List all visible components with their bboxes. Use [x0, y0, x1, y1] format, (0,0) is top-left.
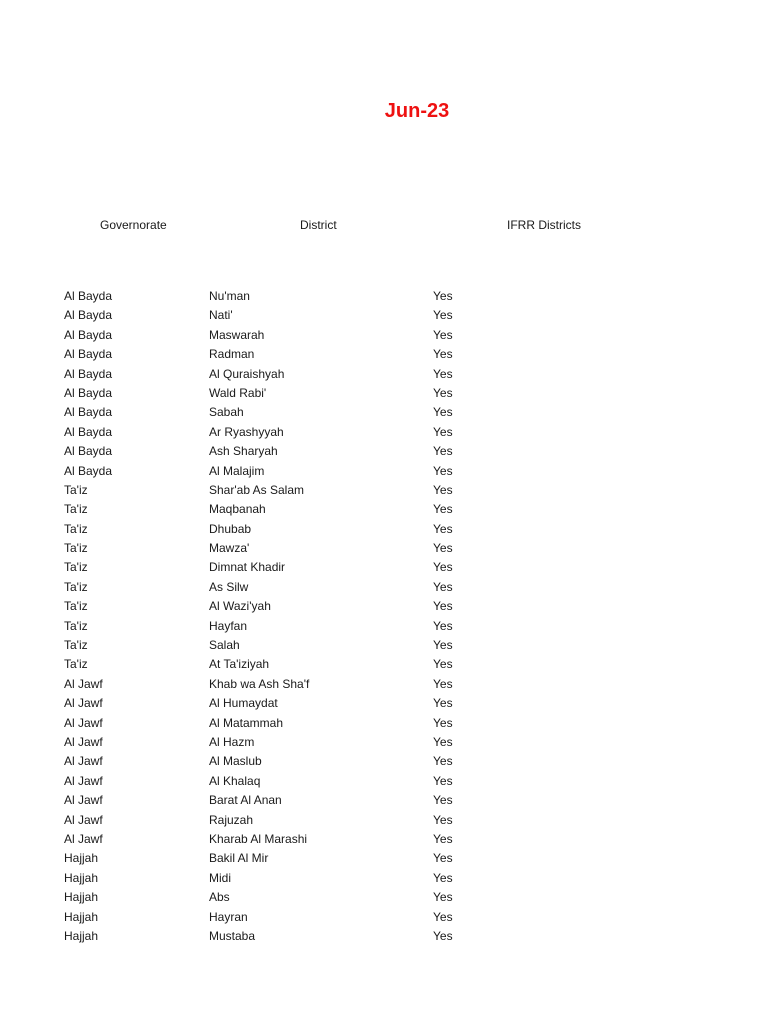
district-cell: Abs	[209, 890, 230, 905]
table-row	[0, 365, 768, 384]
district-cell: Dhubab	[209, 521, 252, 536]
ifrr-cell: Yes	[433, 560, 453, 575]
ifrr-cell: Yes	[433, 773, 453, 788]
table-row	[0, 888, 768, 907]
governorate-cell: Al Bayda	[64, 405, 113, 420]
district-cell: Wald Rabi'	[209, 385, 267, 400]
table-row	[0, 423, 768, 442]
governorate-cell: Ta'iz	[64, 638, 88, 653]
header-district: District	[300, 218, 337, 232]
ifrr-cell: Yes	[433, 579, 453, 594]
ifrr-cell: Yes	[433, 521, 453, 536]
table-row	[0, 287, 768, 306]
district-cell: Al Quraishyah	[209, 366, 285, 381]
ifrr-cell: Yes	[433, 909, 453, 924]
ifrr-cell: Yes	[433, 385, 453, 400]
governorate-cell: Ta'iz	[64, 482, 88, 497]
district-cell: Al Maslub	[209, 754, 262, 769]
district-cell: Maqbanah	[209, 502, 266, 517]
table-row	[0, 830, 768, 849]
ifrr-cell: Yes	[433, 463, 453, 478]
district-cell: Khab wa Ash Sha'f	[209, 676, 310, 691]
district-cell: Nu'man	[209, 289, 250, 303]
ifrr-cell: Yes	[433, 444, 453, 459]
table-row	[0, 384, 768, 403]
district-cell: Al Matammah	[209, 715, 284, 730]
governorate-cell: Ta'iz	[64, 579, 88, 594]
table-row	[0, 500, 768, 519]
district-cell: Dimnat Khadir	[209, 560, 286, 575]
district-cell: Mustaba	[209, 928, 256, 943]
ifrr-cell: Yes	[433, 541, 453, 556]
table-row	[0, 306, 768, 325]
table-row	[0, 578, 768, 597]
district-cell: As Silw	[209, 579, 249, 594]
ifrr-cell: Yes	[433, 734, 453, 749]
ifrr-cell: Yes	[433, 870, 453, 885]
governorate-cell: Hajjah	[64, 851, 99, 866]
district-cell: Rajuzah	[209, 812, 254, 827]
header-ifrr-districts: IFRR Districts	[507, 218, 581, 232]
district-cell: Hayran	[209, 909, 248, 924]
ifrr-cell: Yes	[433, 928, 453, 943]
district-cell: Sabah	[209, 405, 244, 420]
governorate-cell: Al Jawf	[64, 812, 103, 827]
ifrr-cell: Yes	[433, 657, 453, 672]
ifrr-cell: Yes	[433, 502, 453, 517]
governorate-cell: Al Jawf	[64, 734, 103, 749]
district-cell: Mawza'	[209, 541, 250, 556]
governorate-cell: Ta'iz	[64, 560, 88, 575]
district-cell: Barat Al Anan	[209, 793, 282, 808]
ifrr-cell: Yes	[433, 851, 453, 866]
governorate-cell: Al Jawf	[64, 773, 103, 788]
table-row	[0, 520, 768, 539]
table-row	[0, 714, 768, 733]
table-row	[0, 539, 768, 558]
table-row	[0, 655, 768, 674]
table-row	[0, 772, 768, 791]
page-title: Jun-23	[384, 100, 450, 122]
district-cell: Al Malajim	[209, 463, 265, 478]
district-cell: Ash Sharyah	[209, 444, 278, 459]
ifrr-cell: Yes	[433, 347, 453, 362]
table-row	[0, 791, 768, 810]
governorate-cell: Al Jawf	[64, 754, 103, 769]
governorate-cell: Al Bayda	[64, 289, 113, 303]
table-row	[0, 849, 768, 868]
ifrr-cell: Yes	[433, 308, 453, 323]
table-row	[0, 442, 768, 461]
table-row	[0, 694, 768, 713]
table-row	[0, 636, 768, 655]
district-table	[0, 287, 768, 946]
ifrr-cell: Yes	[433, 715, 453, 730]
district-cell: Kharab Al Marashi	[209, 831, 308, 846]
ifrr-cell: Yes	[433, 327, 453, 342]
governorate-cell: Ta'iz	[64, 657, 88, 672]
table-row	[0, 345, 768, 364]
table-row	[0, 675, 768, 694]
governorate-cell: Hajjah	[64, 890, 99, 905]
table-row	[0, 811, 768, 830]
ifrr-cell: Yes	[433, 890, 453, 905]
governorate-cell: Hajjah	[64, 870, 99, 885]
table-row	[0, 462, 768, 481]
district-cell: Al Wazi'yah	[209, 599, 271, 614]
ifrr-cell: Yes	[433, 638, 453, 653]
governorate-cell: Hajjah	[64, 928, 99, 943]
ifrr-cell: Yes	[433, 405, 453, 420]
governorate-cell: Ta'iz	[64, 618, 88, 633]
governorate-cell: Al Jawf	[64, 793, 103, 808]
district-cell: Ar Ryashyyah	[209, 424, 284, 439]
governorate-cell: Hajjah	[64, 909, 99, 924]
district-cell: Shar'ab As Salam	[209, 482, 305, 497]
district-cell: Maswarah	[209, 327, 265, 342]
district-cell: Al Khalaq	[209, 773, 261, 788]
governorate-cell: Ta'iz	[64, 521, 88, 536]
governorate-cell: Al Jawf	[64, 831, 103, 846]
table-row	[0, 597, 768, 616]
governorate-cell: Al Bayda	[64, 424, 113, 439]
ifrr-cell: Yes	[433, 289, 453, 303]
district-cell: Midi	[209, 870, 232, 885]
district-cell: Al Hazm	[209, 734, 255, 749]
governorate-cell: Al Bayda	[64, 444, 113, 459]
governorate-cell: Al Jawf	[64, 676, 103, 691]
ifrr-cell: Yes	[433, 793, 453, 808]
table-row	[0, 733, 768, 752]
governorate-cell: Al Bayda	[64, 347, 113, 362]
governorate-cell: Ta'iz	[64, 599, 88, 614]
table-row	[0, 908, 768, 927]
table-row	[0, 752, 768, 771]
district-cell: Radman	[209, 347, 255, 362]
governorate-cell: Ta'iz	[64, 541, 88, 556]
ifrr-cell: Yes	[433, 366, 453, 381]
district-cell: Salah	[209, 638, 240, 653]
district-cell: Al Humaydat	[209, 696, 278, 711]
governorate-cell: Al Jawf	[64, 696, 103, 711]
header-governorate: Governorate	[100, 218, 167, 232]
ifrr-cell: Yes	[433, 676, 453, 691]
ifrr-cell: Yes	[433, 696, 453, 711]
table-row	[0, 403, 768, 422]
ifrr-cell: Yes	[433, 424, 453, 439]
governorate-cell: Al Bayda	[64, 308, 113, 323]
governorate-cell: Al Jawf	[64, 715, 103, 730]
table-row	[0, 617, 768, 636]
ifrr-cell: Yes	[433, 599, 453, 614]
district-cell: Hayfan	[209, 618, 248, 633]
table-row	[0, 326, 768, 345]
governorate-cell: Al Bayda	[64, 366, 113, 381]
governorate-cell: Ta'iz	[64, 502, 88, 517]
ifrr-cell: Yes	[433, 831, 453, 846]
table-row	[0, 558, 768, 577]
district-cell: At Ta'iziyah	[209, 657, 270, 672]
district-cell: Bakil Al Mir	[209, 851, 269, 866]
ifrr-cell: Yes	[433, 812, 453, 827]
ifrr-cell: Yes	[433, 482, 453, 497]
governorate-cell: Al Bayda	[64, 463, 113, 478]
table-row	[0, 927, 768, 946]
ifrr-cell: Yes	[433, 618, 453, 633]
governorate-cell: Al Bayda	[64, 385, 113, 400]
ifrr-cell: Yes	[433, 754, 453, 769]
table-header	[0, 216, 768, 234]
governorate-cell: Al Bayda	[64, 327, 113, 342]
district-cell: Nati'	[209, 308, 233, 323]
table-row	[0, 481, 768, 500]
table-row	[0, 869, 768, 888]
